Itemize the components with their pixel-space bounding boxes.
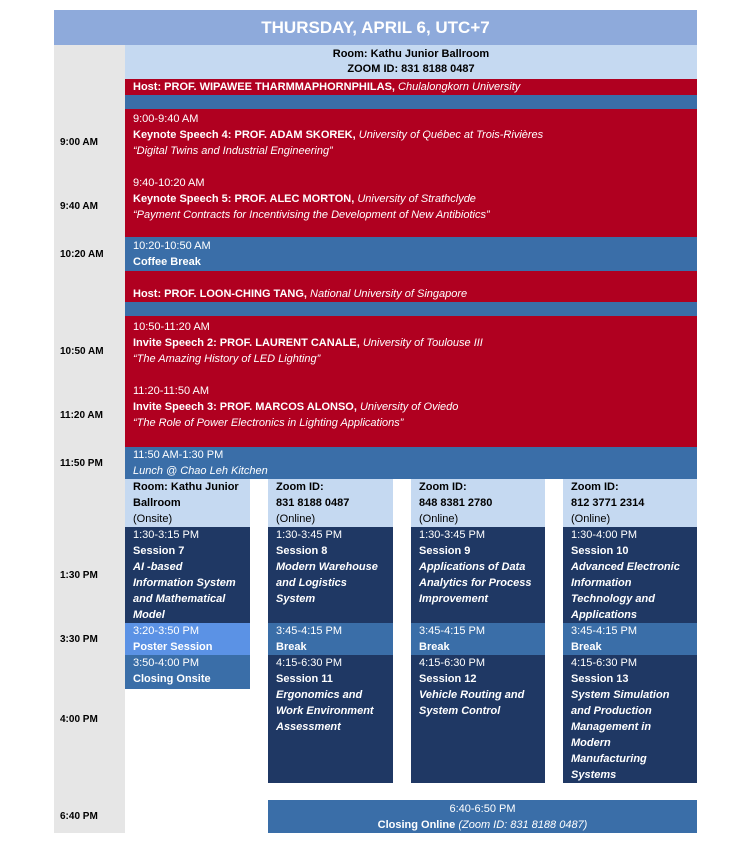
break-col-3 (411, 623, 545, 655)
invite2-talk: “The Amazing History of LED Lighting” (133, 353, 321, 365)
session-11 (268, 655, 393, 783)
session-name: Session 7 (133, 545, 185, 557)
session-topic: Modern Warehouse (276, 561, 378, 573)
break-col-2 (268, 623, 393, 655)
invite-block (125, 316, 697, 447)
session-topic: Technology and (571, 593, 655, 605)
closing-online-note: (Zoom ID: 831 8188 0487) (458, 819, 588, 831)
session-7 (125, 527, 250, 623)
session-name: Session 13 (571, 673, 629, 685)
session-time: 1:30-3:15 PM (133, 529, 200, 541)
col-header-line: 831 8188 0487 (276, 497, 350, 509)
col-header-line: Room: Kathu Junior (133, 481, 239, 493)
session-name: Session 10 (571, 545, 629, 557)
time-label: 11:50 PM (60, 458, 103, 469)
keynote5-time: 9:40-10:20 AM (133, 177, 205, 189)
break-time: 3:45-4:15 PM (571, 625, 638, 637)
session-topic: and Mathematical (133, 593, 226, 605)
col-header-mode: (Online) (571, 513, 611, 525)
col-header-line: 812 3771 2314 (571, 497, 645, 509)
session-topic: and Logistics (276, 577, 347, 589)
closing-online (268, 800, 697, 833)
time-label: 1:30 PM (60, 570, 98, 581)
session-topic: Management in (571, 721, 652, 733)
break-label: Break (276, 641, 307, 653)
col-header-1 (125, 479, 250, 527)
session-topic: System (276, 593, 316, 605)
session-time: 1:30-3:45 PM (276, 529, 343, 541)
host-affil: Chulalongkorn University (398, 81, 521, 93)
session-topic: Work Environment (276, 705, 374, 717)
session-topic: Information System (133, 577, 236, 589)
keynote4-talk: “Digital Twins and Industrial Engineering” (133, 145, 333, 157)
room-label: Room: Kathu Junior Ballroom (332, 48, 490, 60)
session-topic: Applications of Data (419, 561, 526, 573)
coffee-time: 10:20-10:50 AM (133, 240, 211, 252)
invite2-speaker: Invite Speech 2: PROF. LAURENT CANALE, (133, 337, 360, 349)
keynote5-affil: University of Strathclyde (357, 193, 476, 205)
keynote4-affil: University of Québec at Trois-Rivières (358, 129, 544, 141)
col-header-mode: (Online) (419, 513, 459, 525)
session-time: 1:30-4:00 PM (571, 529, 638, 541)
break-label: Break (571, 641, 602, 653)
keynote5-speaker: Keynote Speech 5: PROF. ALEC MORTON, (133, 193, 355, 205)
lunch-time: 11:50 AM-1:30 PM (133, 449, 224, 461)
col-header-2 (268, 479, 393, 527)
session-topic: System Simulation (571, 689, 670, 701)
invite3-talk: “The Role of Power Electronics in Lighting Applications” (133, 417, 404, 429)
closing-onsite (125, 655, 250, 689)
session-time: 1:30-3:45 PM (419, 529, 486, 541)
session-topic: Information (571, 577, 632, 589)
invite3-affil: University of Oviedo (359, 401, 459, 413)
col-header-line: Zoom ID: (571, 481, 619, 493)
time-label: 10:20 AM (60, 249, 104, 260)
session-topic: Assessment (276, 721, 341, 733)
session-topic: Analytics for Process (419, 577, 532, 589)
host2-affil: National University of Singapore (310, 288, 468, 300)
poster-session (125, 623, 250, 655)
session-name: Session 9 (419, 545, 471, 557)
lunch-break (125, 447, 697, 479)
page-title: THURSDAY, APRIL 6, UTC+7 (54, 10, 697, 45)
session-time: 4:15-6:30 PM (571, 657, 638, 669)
time-label: 11:20 AM (60, 410, 103, 421)
session-10 (563, 527, 697, 623)
time-label: 3:30 PM (60, 634, 98, 645)
host-row-2 (125, 271, 697, 302)
coffee-label: Coffee Break (133, 256, 201, 268)
session-topic: Advanced Electronic (571, 561, 680, 573)
time-label: 4:00 PM (60, 714, 98, 725)
session-13 (563, 655, 697, 783)
time-label: 10:50 AM (60, 346, 104, 357)
break-col-4 (563, 623, 697, 655)
break-time: 3:45-4:15 PM (419, 625, 486, 637)
keynote5-talk: “Payment Contracts for Incentivising the Development of New Antibiotics” (133, 209, 490, 221)
closing-online-time: 6:40-6:50 PM (449, 803, 516, 815)
closing-onsite-label: Closing Onsite (133, 673, 211, 685)
invite2-time: 10:50-11:20 AM (133, 321, 210, 333)
closing-onsite-time: 3:50-4:00 PM (133, 657, 200, 669)
col-header-line: 848 8381 2780 (419, 497, 493, 509)
coffee-break (125, 237, 697, 271)
session-topic: Systems (571, 769, 617, 781)
zoom-id: ZOOM ID: 831 8188 0487 (347, 63, 475, 75)
col-header-line: Zoom ID: (276, 481, 324, 493)
session-topic: AI -based (133, 561, 183, 573)
keynote4-speaker: Keynote Speech 4: PROF. ADAM SKOREK, (133, 129, 356, 141)
session-topic: System Control (419, 705, 501, 717)
col-header-mode: (Online) (276, 513, 316, 525)
invite3-time: 11:20-11:50 AM (133, 385, 210, 397)
col-header-3 (411, 479, 545, 527)
session-topic: Manufacturing (571, 753, 647, 765)
divider (125, 95, 697, 109)
closing-online-label: Closing Online (377, 819, 456, 831)
session-12 (411, 655, 545, 783)
time-label: 6:40 PM (60, 811, 98, 822)
col-header-mode: (Onsite) (133, 513, 173, 525)
time-label: 9:00 AM (60, 137, 98, 148)
poster-label: Poster Session (133, 641, 213, 653)
divider (125, 302, 697, 316)
col-header-4 (563, 479, 697, 527)
session-name: Session 12 (419, 673, 477, 685)
host-label: Host: PROF. WIPAWEE THARMMAPHORNPHILAS, (133, 81, 395, 93)
session-topic: Applications (571, 609, 638, 621)
session-topic: Vehicle Routing and (419, 689, 525, 701)
keynote-block (125, 109, 697, 237)
host-row-1 (125, 79, 697, 95)
host2-label: Host: PROF. LOON-CHING TANG, (133, 288, 307, 300)
lunch-label: Lunch @ Chao Leh Kitchen (133, 465, 268, 477)
poster-time: 3:20-3:50 PM (133, 625, 200, 637)
room-header (125, 45, 697, 79)
break-time: 3:45-4:15 PM (276, 625, 343, 637)
session-8 (268, 527, 393, 623)
session-topic: and Production (571, 705, 652, 717)
session-9 (411, 527, 545, 623)
col-header-line: Zoom ID: (419, 481, 467, 493)
time-label: 9:40 AM (60, 201, 98, 212)
invite3-speaker: Invite Speech 3: PROF. MARCOS ALONSO, (133, 401, 357, 413)
session-name: Session 11 (276, 673, 333, 685)
break-label: Break (419, 641, 450, 653)
session-time: 4:15-6:30 PM (419, 657, 486, 669)
session-topic: Model (133, 609, 165, 621)
col-header-line: Ballroom (133, 497, 181, 509)
session-name: Session 8 (276, 545, 328, 557)
invite2-affil: University of Toulouse III (362, 337, 483, 349)
session-topic: Improvement (419, 593, 489, 605)
keynote4-time: 9:00-9:40 AM (133, 113, 199, 125)
session-topic: Ergonomics and (276, 689, 363, 701)
session-topic: Modern (571, 737, 611, 749)
session-time: 4:15-6:30 PM (276, 657, 343, 669)
